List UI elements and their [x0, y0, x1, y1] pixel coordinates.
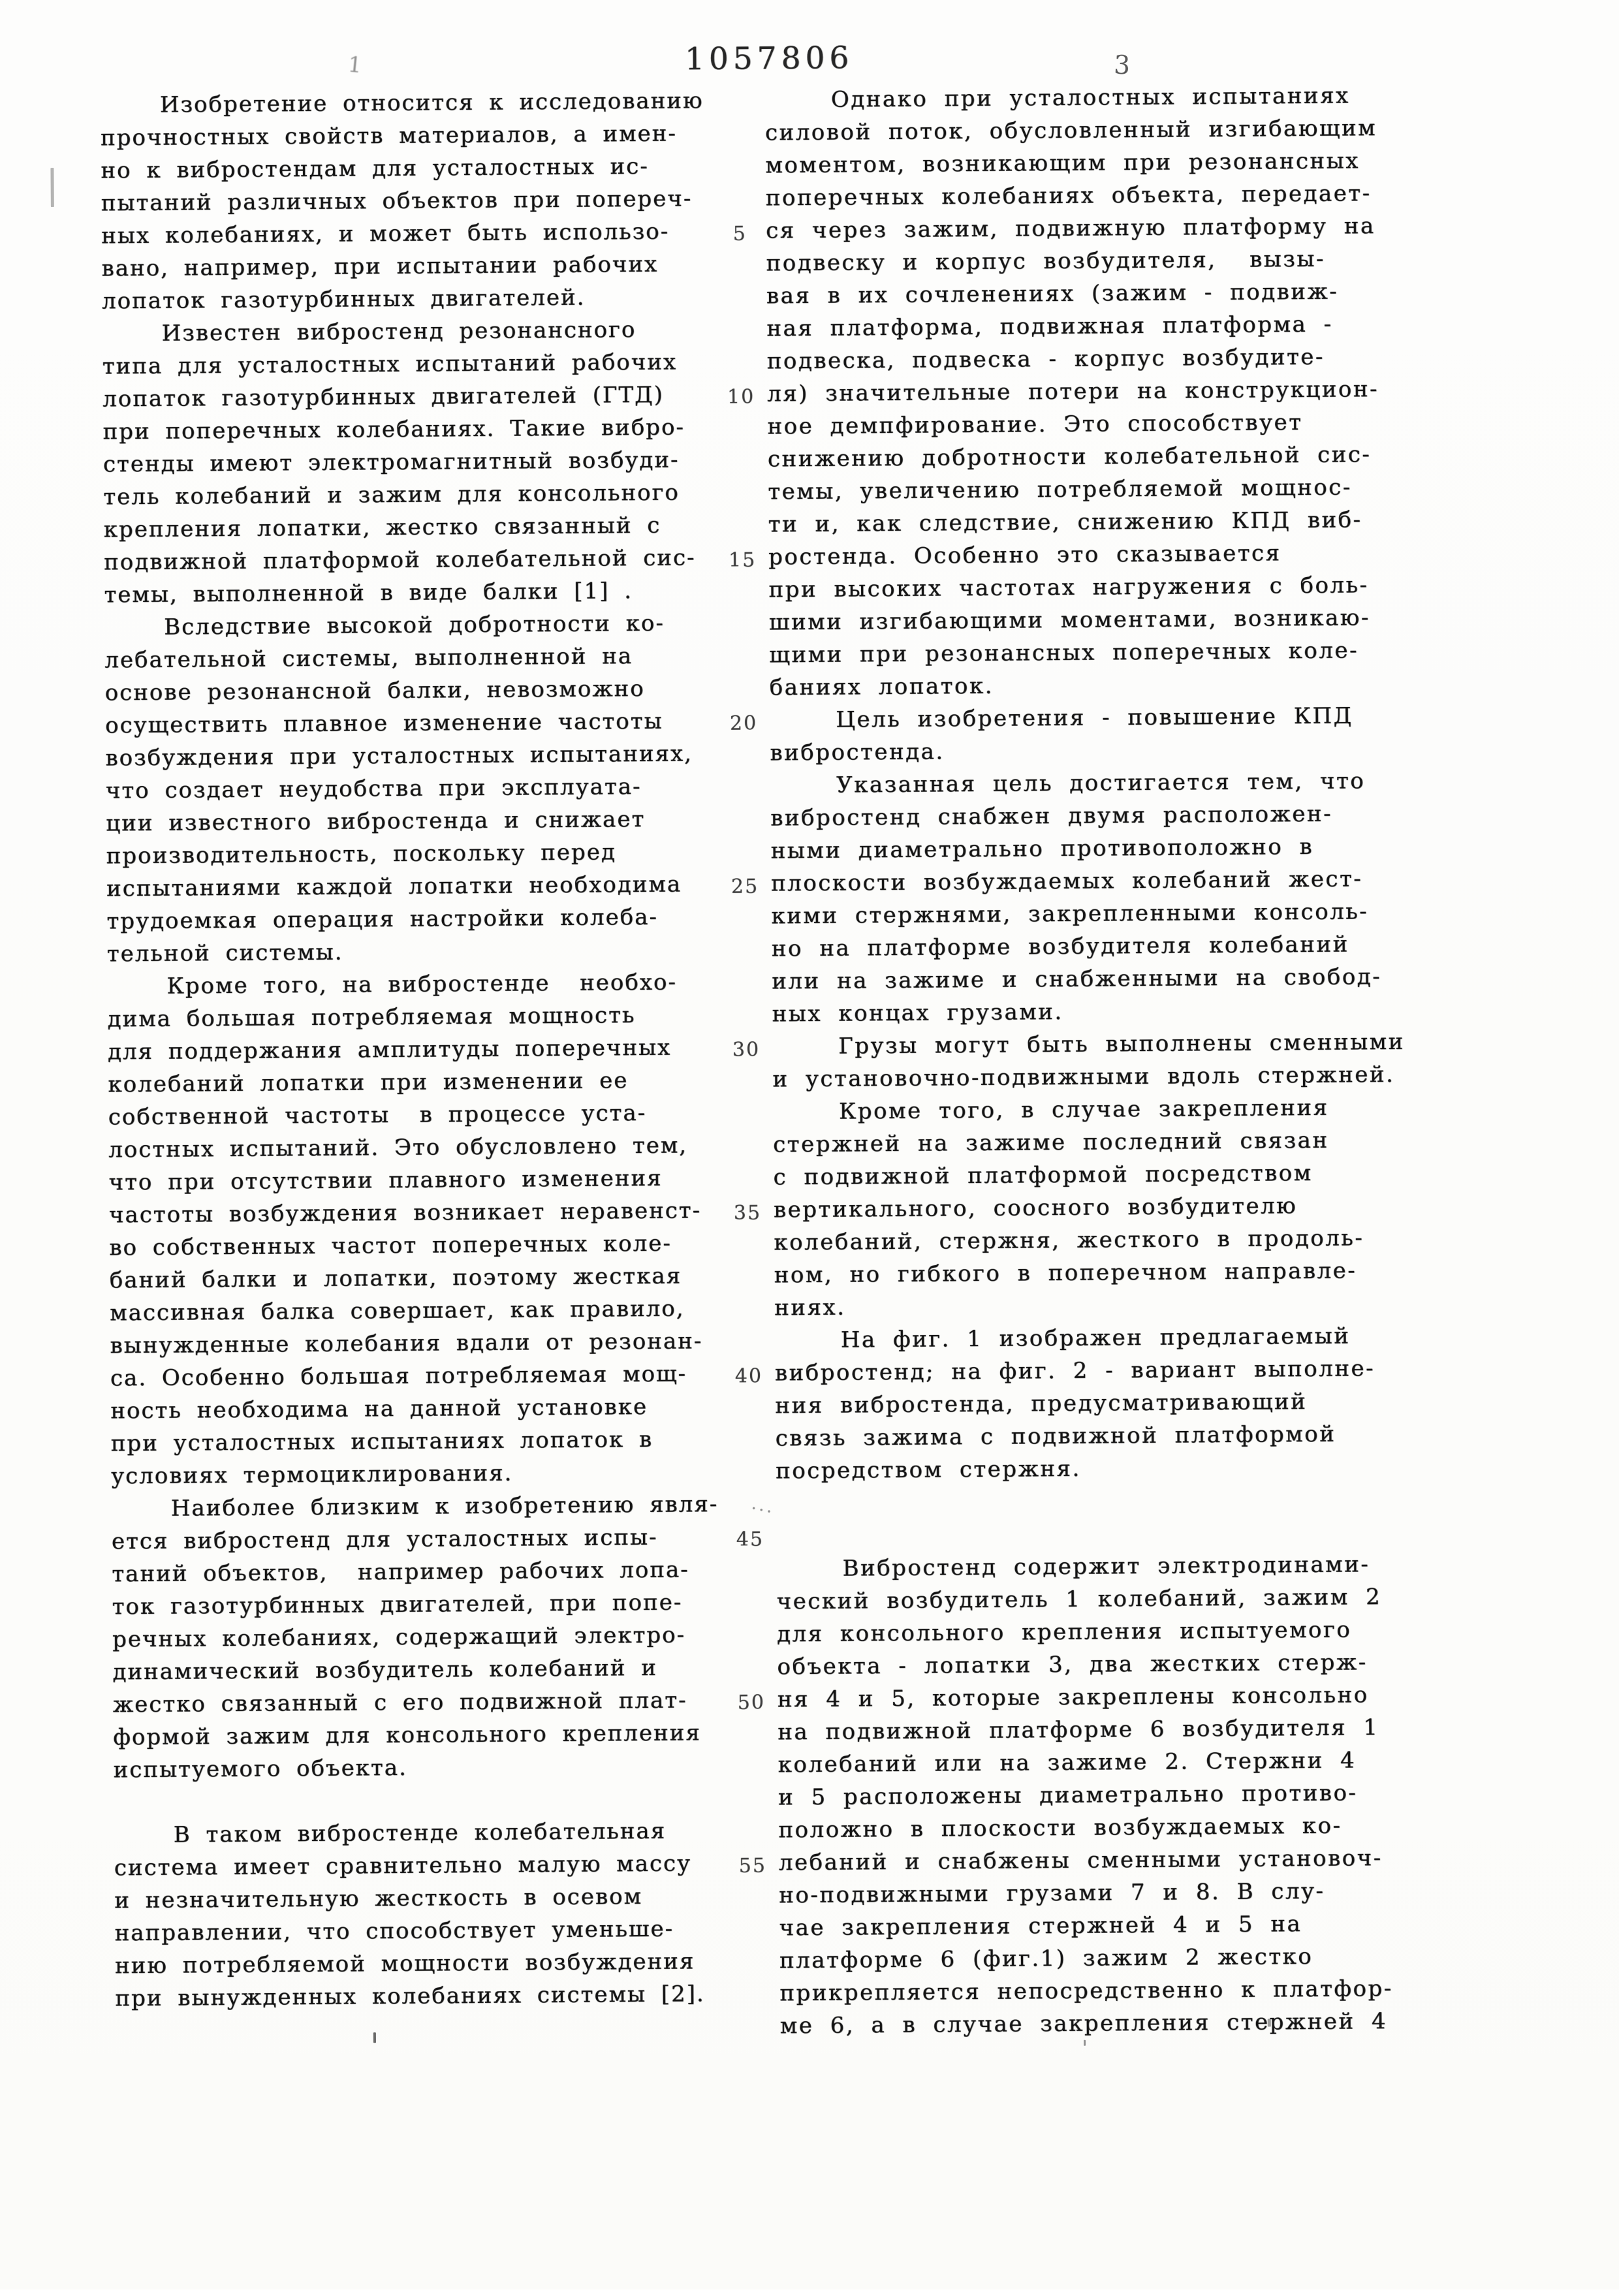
- text-line: ся через зажим, подвижную платформу на: [766, 213, 1375, 244]
- text-line: при вынужденных колебаниях системы [2].: [115, 1981, 705, 2012]
- text-line: плоскости возбуждаемых колебаний жест-: [770, 866, 1363, 897]
- text-line: прикрепляется непосредственно к платфор-: [779, 1975, 1393, 2007]
- text-line: Указанная цель достигается тем, что: [770, 768, 1366, 799]
- text-line: осуществить плавное изменение частоты: [104, 708, 663, 739]
- text-line: баний балки и лопатки, поэтому жесткая: [109, 1263, 682, 1294]
- text-line: Однако при усталостных испытаниях: [764, 82, 1350, 114]
- text-line: частоты возбуждения возникает неравенст-: [108, 1197, 702, 1229]
- text-line: Вследствие высокой добротности ко-: [104, 610, 665, 641]
- text-line: вибростенда.: [770, 738, 945, 766]
- text-line: посредством стержня.: [775, 1455, 1081, 1485]
- gutter-line-number: 50: [737, 1691, 766, 1714]
- text-line: система имеет сравнительно малую массу: [114, 1850, 692, 1881]
- text-line: для консольного крепления испытуемого: [776, 1616, 1352, 1648]
- text-line: темы, выполненной в виде балки [1] .: [104, 578, 633, 608]
- text-line: моментом, возникающим при резонансных: [765, 148, 1360, 179]
- text-line: ность необходима на данной установке: [110, 1393, 648, 1424]
- text-line: ции известного вибростенда и снижает: [106, 806, 646, 837]
- text-line: колебаний или на зажиме 2. Стержни 4: [778, 1747, 1357, 1778]
- text-line: поперечных колебаниях объекта, передает-: [765, 180, 1372, 212]
- text-line: и 5 расположены диаметрально противо-: [778, 1780, 1358, 1811]
- text-line: таний объектов, например рабочих лопа-: [112, 1556, 689, 1588]
- text-line: кими стержнями, закрепленными консоль-: [771, 898, 1369, 930]
- text-line: подвеску и корпус возбудителя, вызы-: [766, 245, 1326, 277]
- text-line: для поддержания амплитуды поперечных: [107, 1034, 672, 1065]
- text-line: [776, 1483, 1428, 1520]
- text-line: ными диаметрально противоположно в: [770, 833, 1314, 864]
- text-line: темы, увеличению потребляемой мощнос-: [768, 474, 1352, 505]
- text-line: трудоемкая операция настройки колеба-: [106, 904, 659, 935]
- text-line: но на платформе возбудителя колебаний: [771, 931, 1349, 962]
- text-line: подвеска, подвеска - корпус возбудите-: [766, 343, 1325, 375]
- right-text-column: [764, 79, 1433, 2043]
- text-line: ном, но гибкого в поперечном направле-: [774, 1257, 1357, 1289]
- text-line: В таком вибростенде колебательная: [114, 1817, 667, 1849]
- text-line: но к вибростендам для усталостных ис-: [101, 153, 649, 184]
- text-line: вибростенд снабжен двумя расположен-: [770, 800, 1333, 832]
- text-line: Изобретение относится к исследованию: [100, 87, 704, 119]
- text-line: направлении, что способствует уменьше-: [114, 1915, 674, 1947]
- text-line: собственной частоты в процессе уста-: [108, 1099, 647, 1131]
- patent-document-number: 1057806: [684, 40, 854, 78]
- text-line: вынужденные колебания вдали от резонан-: [110, 1328, 703, 1359]
- text-line: ется вибростенд для усталостных испы-: [111, 1524, 658, 1555]
- text-line: лебаний и снабжены сменными установоч-: [778, 1845, 1383, 1876]
- text-line: ростенда. Особенно это сказывается: [768, 540, 1281, 571]
- gutter-line-number: 15: [728, 548, 757, 572]
- text-line: лопаток газотурбинных двигателей (ГТД): [102, 381, 665, 413]
- text-line: производительность, поскольку перед: [106, 839, 616, 870]
- text-line: снижению добротности колебательной сис-: [767, 441, 1372, 473]
- text-line: массивная балка совершает, как правило,: [110, 1295, 685, 1327]
- text-line: ниях.: [774, 1294, 846, 1321]
- text-line: стенды имеют электромагнитный возбуди-: [102, 447, 680, 478]
- text-line: при высоких частотах нагружения с боль-: [768, 572, 1369, 603]
- text-line: что при отсутствии плавного изменения: [108, 1165, 663, 1196]
- gutter-line-number: 40: [734, 1364, 763, 1388]
- text-line: ная платформа, подвижная платформа -: [766, 311, 1333, 342]
- text-line: положно в плоскости возбуждаемых ко-: [778, 1812, 1342, 1844]
- text-line: ных концах грузами.: [772, 998, 1063, 1028]
- text-line: На фиг. 1 изображен предлагаемый: [774, 1323, 1351, 1354]
- text-line: колебаний, стержня, жесткого в продоль-: [774, 1225, 1364, 1256]
- text-line: пытаний различных объектов при попереч-: [101, 185, 693, 217]
- scan-speck: [373, 2032, 376, 2043]
- text-line: ти и, как следствие, снижению КПД виб-: [768, 507, 1362, 538]
- text-line: лопаток газотурбинных двигателей.: [101, 284, 586, 315]
- text-line: Вибростенд содержит электродинами-: [776, 1551, 1370, 1582]
- page-number-left-mark: 1: [347, 51, 364, 78]
- scan-speck: [1084, 2040, 1086, 2046]
- text-line: тель колебаний и зажим для консольного: [103, 479, 680, 511]
- text-line: колебаний лопатки при изменении ее: [108, 1067, 629, 1098]
- text-line: чае закрепления стержней 4 и 5 на: [779, 1911, 1302, 1942]
- gutter-line-number: 25: [731, 875, 759, 898]
- text-line: вибростенд; на фиг. 2 - вариант выполне-: [774, 1355, 1375, 1387]
- text-line: шими изгибающими моментами, возникаю-: [768, 605, 1370, 636]
- text-line: вая в их сочленениях (зажим - подвиж-: [766, 278, 1339, 309]
- text-line: Грузы могут быть выполнены сменными: [772, 1028, 1405, 1060]
- gutter-line-number: 10: [727, 385, 755, 409]
- scan-speck: [1268, 2019, 1271, 2026]
- text-line: силовой поток, обусловленный изгибающим: [764, 115, 1377, 146]
- text-line: ния вибростенда, предусматривающий: [775, 1389, 1308, 1419]
- text-line: крепления лопатки, жестко связанный с: [103, 512, 661, 543]
- text-line: лостных испытаний. Это обусловлено тем,: [108, 1132, 688, 1163]
- text-line: прочностных свойств материалов, а имен-: [100, 120, 678, 151]
- gutter-line-number: 5: [732, 222, 747, 245]
- text-line: с подвижной платформой посредством: [773, 1159, 1313, 1191]
- text-line: но-подвижными грузами 7 и 8. В слу-: [779, 1878, 1325, 1909]
- scan-gap-artifact: ...: [749, 1492, 778, 1518]
- text-line: Известен вибростенд резонансного: [102, 317, 637, 347]
- text-line: Кроме того, в случае закрепления: [772, 1094, 1329, 1125]
- text-line: [776, 1515, 1429, 1553]
- text-line: вано, например, при испытании рабочих: [101, 251, 659, 282]
- text-line: [114, 1782, 740, 1819]
- text-line: что создает неудобства при эксплуата-: [105, 774, 642, 804]
- text-line: и незначительную жесткость в осевом: [114, 1883, 643, 1914]
- gutter-line-number: 45: [736, 1528, 764, 1551]
- gutter-line-number: 30: [732, 1038, 761, 1062]
- text-line: основе резонансной балки, невозможно: [104, 675, 645, 706]
- text-line: Наиболее близким к изобретению явля-: [111, 1491, 719, 1522]
- text-line: и установочно-подвижными вдоль стержней.: [772, 1061, 1395, 1093]
- text-line: баниях лопаток.: [769, 672, 994, 701]
- text-line: ня 4 и 5, которые закреплены консольно: [777, 1682, 1369, 1713]
- text-line: испытаниями каждой лопатки необходима: [106, 871, 682, 902]
- text-line: связь зажима с подвижной платформой: [775, 1421, 1336, 1452]
- text-line: ток газотурбинных двигателей, при попе-: [112, 1589, 683, 1620]
- text-line: формой зажим для консольного крепления: [113, 1720, 701, 1751]
- text-line: при поперечных колебаниях. Такие вибро-: [102, 414, 685, 445]
- text-line: типа для усталостных испытаний рабочих: [102, 349, 678, 380]
- text-line: подвижной платформой колебательной сис-: [104, 544, 696, 576]
- text-line: Цель изобретения - повышение КПД: [769, 702, 1353, 734]
- text-line: вертикального, соосного возбудителю: [773, 1193, 1298, 1223]
- text-line: ное демпфирование. Это способствует: [767, 409, 1303, 440]
- text-line: объекта - лопатки 3, два жестких стерж-: [777, 1649, 1368, 1680]
- text-line: возбуждения при усталостных испытаниях,: [105, 740, 693, 772]
- text-line: во собственных частот поперечных коле-: [109, 1230, 672, 1261]
- page-number-right-mark: 3: [1113, 50, 1131, 81]
- left-text-column: [100, 84, 742, 2015]
- text-line: ческий возбудитель 1 колебаний, зажим 2: [776, 1584, 1382, 1615]
- text-line: ме 6, а в случае закрепления стержней 4: [779, 2008, 1388, 2039]
- text-line: дима большая потребляемая мощность: [107, 1002, 636, 1033]
- text-line: ных колебаниях, и может быть использо-: [101, 218, 670, 249]
- text-line: при усталостных испытаниях лопаток в: [110, 1426, 653, 1457]
- text-line: лебательной системы, выполненной на: [104, 643, 633, 674]
- text-line: динамический возбудитель колебаний и: [112, 1654, 658, 1686]
- text-line: са. Особенно большая потребляемая мощ-: [110, 1360, 687, 1392]
- text-line: ля) значительные потери на конструкцион-: [767, 376, 1379, 407]
- gutter-line-number: 20: [729, 712, 758, 735]
- gutter-line-number: 35: [733, 1201, 762, 1225]
- gutter-line-number: 55: [738, 1854, 767, 1878]
- text-line: нию потребляемой мощности возбуждения: [114, 1948, 695, 1979]
- text-line: условиях термоциклирования.: [111, 1460, 513, 1490]
- text-line: Кроме того, на вибростенде необхо-: [107, 969, 678, 1000]
- text-line: на подвижной платформе 6 возбудителя 1: [778, 1714, 1379, 1746]
- text-line: испытуемого объекта.: [113, 1754, 408, 1784]
- text-line: щими при резонансных поперечных коле-: [769, 637, 1359, 668]
- text-line: платформе 6 (фиг.1) зажим 2 жестко: [779, 1943, 1313, 1974]
- text-line: тельной системы.: [106, 939, 343, 967]
- text-line: речных колебаниях, содержащий электро-: [112, 1622, 686, 1653]
- text-line: стержней на зажиме последний связан: [773, 1127, 1329, 1158]
- text-line: жестко связанный с его подвижной плат-: [112, 1687, 687, 1718]
- text-line: или на зажиме и снабженными на свобод-: [772, 964, 1382, 995]
- scan-speck: [50, 168, 54, 207]
